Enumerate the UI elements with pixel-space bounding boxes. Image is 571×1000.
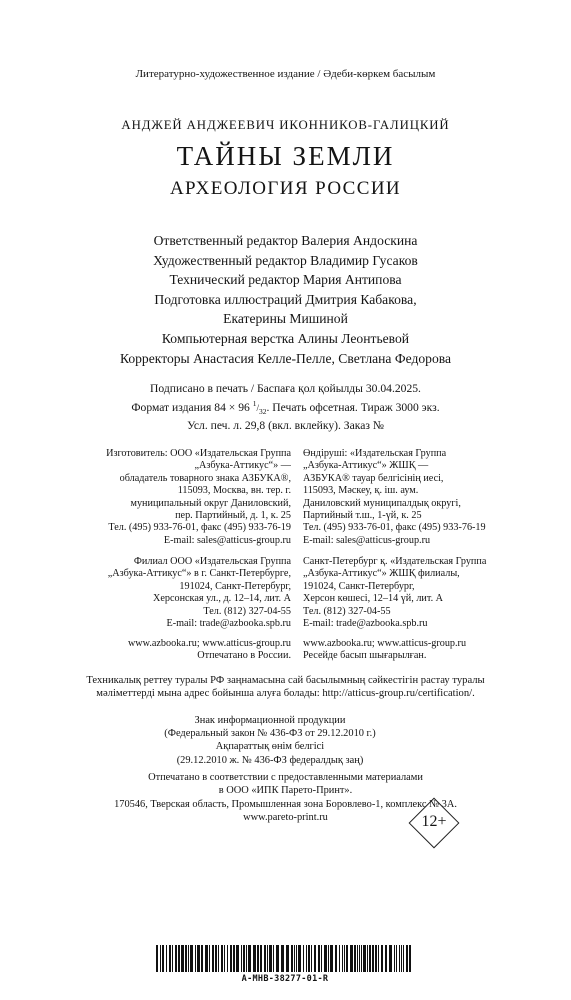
info-product (140, 714, 400, 767)
barcode-bar (396, 945, 397, 972)
barcode-bar (339, 945, 340, 972)
info-line: Знак информационной продукции (194, 715, 346, 726)
imprint-line: „Азбука-Аттикус“» — (194, 460, 291, 472)
barcode-bar (399, 945, 400, 972)
barcode-bar (296, 945, 297, 972)
barcode-bar (178, 945, 180, 972)
barcode-bar (221, 945, 223, 972)
imprint-email: E-mail: trade@azbooka.spb.ru (303, 618, 428, 630)
barcode (156, 945, 414, 972)
barcode-bar (385, 945, 387, 972)
printed-by (0, 771, 571, 825)
imprint-line: Тел. (812) 327-04-55 (203, 605, 291, 617)
barcode-bar (166, 945, 167, 972)
barcode-bar (303, 945, 304, 972)
imprint-line: „Азбука-Аттикус“» в г. Санкт-Петербурге, (107, 568, 291, 580)
web-kz (303, 638, 523, 663)
book-subtitle: АРХЕОЛОГИЯ РОССИИ (169, 178, 402, 199)
barcode-bar (243, 945, 245, 972)
barcode-bar (363, 945, 366, 972)
tech-line: мәліметтерді мына адрес бойынша алуға болады: http://atticus-group.ru/certification/. (96, 688, 475, 699)
barcode-bar (401, 945, 402, 972)
barcode-bar (260, 945, 262, 972)
barcode-bar (241, 945, 242, 972)
printer-line: в ООО «ИПК Парето-Принт». (218, 785, 353, 797)
imprint-email: E-mail: trade@azbooka.spb.ru (166, 618, 291, 630)
barcode-bar (306, 945, 307, 972)
barcode-bar (273, 945, 274, 972)
age-rating-label: 12+ (421, 813, 447, 830)
imprint-line: Ресейде басып шығарылған. (303, 650, 427, 662)
info-line: (29.12.2010 ж. № 436-ФЗ федералдық заң) (176, 754, 364, 766)
web-ru (80, 638, 291, 663)
imprint-line: Тел. (812) 327-04-55 (303, 605, 391, 617)
barcode-bar (378, 945, 379, 972)
imprint-line: Тел. (495) 933-76-01, факс (495) 933-76-19 (108, 522, 291, 534)
barcode-bar (409, 945, 411, 972)
barcode-bar (406, 945, 408, 972)
credit-line: Подготовка иллюстраций Дмитрия Кабакова, (154, 291, 417, 307)
imprint-line: „Азбука-Аттикус“» ЖШҚ — (303, 460, 429, 472)
imprint-line: Отпечатано в России. (197, 650, 291, 662)
credit-line: Ответственный редактор Валерия Андоскина (153, 233, 418, 248)
imprint-line: АЗБУКА® тауар белгісінің иесі, (303, 472, 444, 484)
imprint-line: Даниловский муниципалдық округі, (303, 497, 461, 509)
barcode-bar (359, 945, 360, 972)
barcode-bar (195, 945, 196, 972)
barcode-bar (311, 945, 312, 972)
barcode-bar (308, 945, 310, 972)
barcode-bar (248, 945, 251, 972)
header-line: Литературно-художественное издание / Әдеби-көркем басылым (135, 68, 436, 80)
barcode-bar (269, 945, 272, 972)
barcode-bar (172, 945, 173, 972)
manufacturer-ru (80, 448, 291, 547)
format-line: Формат издания 84 × 96 $^1/_{32}$. Печать офсетная. Тираж 3000 экз. (131, 398, 440, 416)
barcode-bar (215, 945, 217, 972)
book-title: ТАЙНЫ ЗЕМЛИ (176, 141, 395, 171)
barcode-bar (294, 945, 295, 972)
imprint-line: муниципальный округ Даниловский, (130, 497, 291, 509)
barcode-bar (160, 945, 161, 972)
barcode-bar (291, 945, 293, 972)
barcode-bar (253, 945, 256, 972)
imprint-line: 191024, Санкт-Петербург, (303, 580, 415, 592)
barcode-bar (367, 945, 368, 972)
barcode-bar (389, 945, 392, 972)
barcode-bar (342, 945, 343, 972)
barcode-bar (354, 945, 356, 972)
barcode-bar (201, 945, 203, 972)
barcode-bar (218, 945, 219, 972)
signed-line: Подписано в печать / Баспаға қол қойылды 30.04.2025. (150, 382, 421, 395)
barcode-bar (403, 945, 404, 972)
barcode-bar (314, 945, 316, 972)
imprint-email: E-mail: sales@atticus-group.ru (303, 534, 431, 546)
imprint-line: Санкт-Петербург қ. «Издательская Группа (303, 556, 487, 567)
barcode-bar (369, 945, 371, 972)
sheets-line: Усл. печ. л. 29,8 (вкл. вклейку). Заказ № (187, 419, 384, 433)
format-prefix: Формат издания 84 × 96 (131, 400, 250, 414)
author-name: АНДЖЕЙ АНДЖЕЕВИЧ ИКОННИКОВ-ГАЛИЦКИЙ (121, 118, 450, 132)
barcode-bar (190, 945, 193, 972)
imprint-email: E-mail: sales@atticus-group.ru (163, 534, 291, 546)
imprint-line: Өндіруші: «Издательская Группа (303, 448, 447, 459)
format-suffix: . Печать офсетная. Тираж 3000 экз. (266, 400, 440, 414)
tech-line: Техникалық реттеу туралы РФ заңнамасына сай басылымның сәйкестігін растау туралы (86, 675, 485, 686)
barcode-bar (346, 945, 348, 972)
barcode-bar (276, 945, 279, 972)
printer-line: Отпечатано в соответствии с предоставленными материалами (148, 772, 423, 783)
barcode-bar (298, 945, 301, 972)
barcode-bar (394, 945, 395, 972)
imprint-line: 115093, Москва, вн. тер. г. (177, 485, 291, 497)
imprint-line: 191024, Санкт-Петербург, (179, 580, 291, 592)
credit-line: Корректоры Анастасия Келле-Пелле, Светлана Федорова (119, 350, 452, 366)
info-line: (Федеральный закон № 436-ФЗ от 29.12.2010 г.) (164, 728, 376, 740)
barcode-bar (205, 945, 208, 972)
credit-line: Технический редактор Мария Антипова (169, 272, 402, 288)
imprint-line: Изготовитель: ООО «Издательская Группа (106, 448, 291, 459)
credit-line: Компьютерная верстка Алины Леонтьевой (161, 330, 410, 346)
barcode-bar (375, 945, 377, 972)
barcode-bar (197, 945, 200, 972)
barcode-bar (281, 945, 284, 972)
tech-regulation (0, 674, 571, 700)
barcode-code: А-МНВ-38277-01-R (241, 974, 329, 984)
branch-ru (80, 556, 291, 630)
branch-kz (303, 556, 523, 630)
imprint-web: www.azbooka.ru; www.atticus-group.ru (127, 638, 291, 649)
barcode-bar (233, 945, 235, 972)
imprint-line: Тел. (495) 933-76-01, факс (495) 933-76-19 (303, 522, 486, 534)
barcode-bar (169, 945, 171, 972)
imprint-line: Филиал ООО «Издательская Группа (133, 556, 291, 567)
barcode-bar (185, 945, 187, 972)
barcode-bar (330, 945, 333, 972)
barcode-bar (188, 945, 189, 972)
manufacturer-kz (303, 448, 523, 547)
barcode-bar (372, 945, 374, 972)
barcode-bar (227, 945, 228, 972)
barcode-bar (286, 945, 289, 972)
imprint-line: Херсонская ул., д. 12–14, лит. А (153, 593, 291, 605)
barcode-bar (318, 945, 320, 972)
credit-line: Художественный редактор Владимир Гусаков (153, 252, 418, 268)
barcode-bar (209, 945, 210, 972)
barcode-bar (212, 945, 214, 972)
info-line: Ақпараттық өнім белгісі (215, 741, 325, 753)
barcode-bar (350, 945, 353, 972)
barcode-bar (264, 945, 266, 972)
barcode-bar (181, 945, 184, 972)
imprint-line: пер. Партийный, д. 1, к. 25 (175, 510, 291, 522)
barcode-bar (230, 945, 232, 972)
barcode-bar (175, 945, 177, 972)
format-frac-num: 1 (252, 398, 257, 408)
barcode-bar (321, 945, 322, 972)
barcode-bar (335, 945, 337, 972)
imprint-line: „Азбука-Аттикус“» ЖШҚ филиалы, (303, 568, 460, 580)
printer-line: 170546, Тверская область, Промышленная зона Боровлево-1, комплекс № 3А. (114, 798, 457, 810)
barcode-bar (236, 945, 239, 972)
imprint-web: www.azbooka.ru; www.atticus-group.ru (303, 638, 467, 649)
barcode-bar (381, 945, 383, 972)
barcode-bar (246, 945, 247, 972)
imprint-line: обладатель товарного знака АЗБУКА®, (119, 472, 291, 484)
barcode-bar (267, 945, 268, 972)
barcode-bar (162, 945, 164, 972)
print-info (0, 382, 571, 434)
imprint-line: 115093, Мәскеу, қ. іш. аум. (303, 485, 419, 497)
imprint-line: Херсон көшесі, 12–14 үй, лит. А (303, 593, 444, 605)
barcode-bar (257, 945, 259, 972)
imprint-line: Партийный т.ш., 1-үй, к. 25 (303, 510, 422, 522)
printer-line: www.pareto-print.ru (243, 812, 328, 824)
barcode-bar (361, 945, 362, 972)
barcode-bar (324, 945, 327, 972)
barcode-bar (357, 945, 358, 972)
credit-line: Екатерины Мишиной (223, 311, 348, 327)
barcode-bar (328, 945, 329, 972)
barcode-bar (224, 945, 225, 972)
credits-block (0, 231, 571, 368)
barcode-bar (344, 945, 345, 972)
barcode-bar (156, 945, 158, 972)
format-frac-den: 32 (258, 406, 267, 416)
